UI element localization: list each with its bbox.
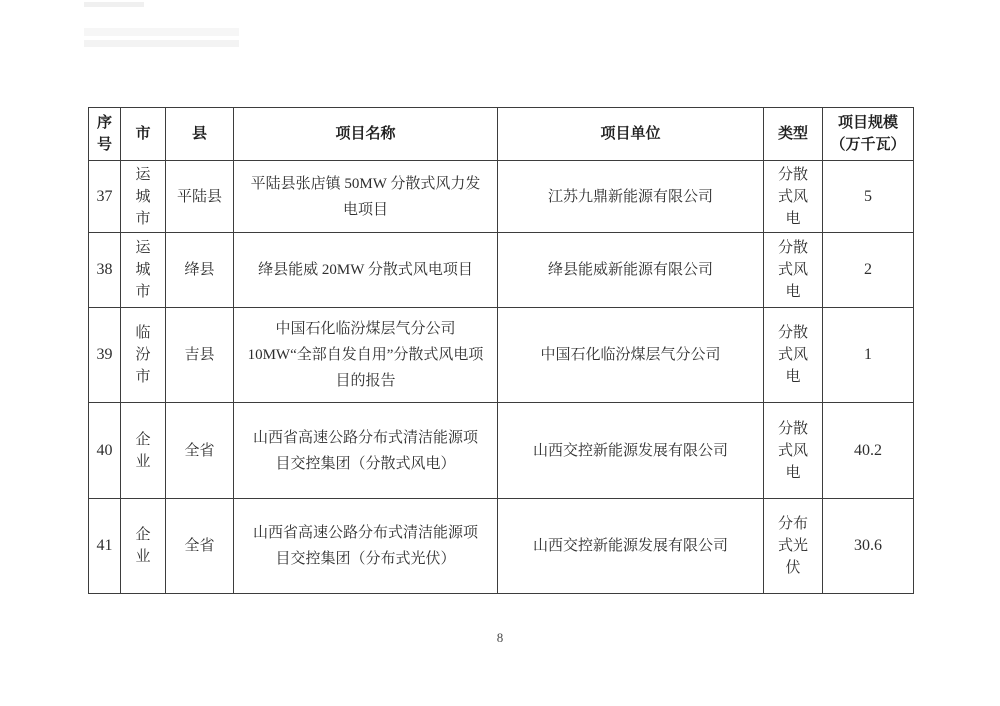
- row-county: 全省: [166, 403, 234, 499]
- row-scale: 1: [823, 308, 914, 403]
- row-city: 临汾市: [121, 308, 166, 403]
- row-scale: 2: [823, 233, 914, 308]
- row-project-unit: 山西交控新能源发展有限公司: [498, 499, 764, 594]
- row-type: 分散式风电: [764, 233, 823, 308]
- row-project-unit: 中国石化临汾煤层气分公司: [498, 308, 764, 403]
- header-project-name: 项目名称: [234, 108, 498, 161]
- header-county: 县: [166, 108, 234, 161]
- row-type: 分布式光伏: [764, 499, 823, 594]
- header-city: 市: [121, 108, 166, 161]
- row-county: 绛县: [166, 233, 234, 308]
- row-project-name: 绛县能威 20MW 分散式风电项目: [234, 233, 498, 308]
- scan-artifact: [84, 2, 144, 7]
- row-no: 41: [89, 499, 121, 594]
- table-row: [89, 161, 914, 233]
- table-header-row: [89, 108, 914, 161]
- row-city: 企业: [121, 403, 166, 499]
- row-county: 平陆县: [166, 161, 234, 233]
- row-no: 39: [89, 308, 121, 403]
- row-city: 运城市: [121, 161, 166, 233]
- row-county: 吉县: [166, 308, 234, 403]
- header-scale-line2: （万千瓦）: [830, 137, 906, 153]
- row-scale: 30.6: [823, 499, 914, 594]
- row-city: 企业: [121, 499, 166, 594]
- header-scale-line1: 项目规模: [837, 115, 898, 131]
- scan-artifact: [84, 40, 239, 47]
- row-project-unit: 山西交控新能源发展有限公司: [498, 403, 764, 499]
- row-project-name: 平陆县张店镇 50MW 分散式风力发电项目: [234, 161, 498, 233]
- row-type: 分散式风电: [764, 161, 823, 233]
- row-project-unit: 江苏九鼎新能源有限公司: [498, 161, 764, 233]
- table-row: [89, 233, 914, 308]
- row-no: 38: [89, 233, 121, 308]
- table-row: [89, 499, 914, 594]
- row-scale: 5: [823, 161, 914, 233]
- row-no: 40: [89, 403, 121, 499]
- row-project-unit: 绛县能威新能源有限公司: [498, 233, 764, 308]
- header-scale: [823, 108, 914, 161]
- table-row: [89, 403, 914, 499]
- row-project-name: 山西省高速公路分布式清洁能源项目交控集团（分布式光伏）: [234, 499, 498, 594]
- header-type: 类型: [764, 108, 823, 161]
- header-no: 序号: [89, 108, 121, 161]
- projects-table: [88, 107, 914, 594]
- row-project-name: 中国石化临汾煤层气分公司 10MW“全部自发自用”分散式风电项目的报告: [234, 308, 498, 403]
- row-no: 37: [89, 161, 121, 233]
- row-project-name: 山西省高速公路分布式清洁能源项目交控集团（分散式风电）: [234, 403, 498, 499]
- scan-artifact: [84, 28, 239, 36]
- row-type: 分散式风电: [764, 308, 823, 403]
- row-type: 分散式风电: [764, 403, 823, 499]
- row-scale: 40.2: [823, 403, 914, 499]
- table-row: [89, 308, 914, 403]
- header-project-unit: 项目单位: [498, 108, 764, 161]
- row-county: 全省: [166, 499, 234, 594]
- row-city: 运城市: [121, 233, 166, 308]
- page-number: 8: [496, 630, 504, 645]
